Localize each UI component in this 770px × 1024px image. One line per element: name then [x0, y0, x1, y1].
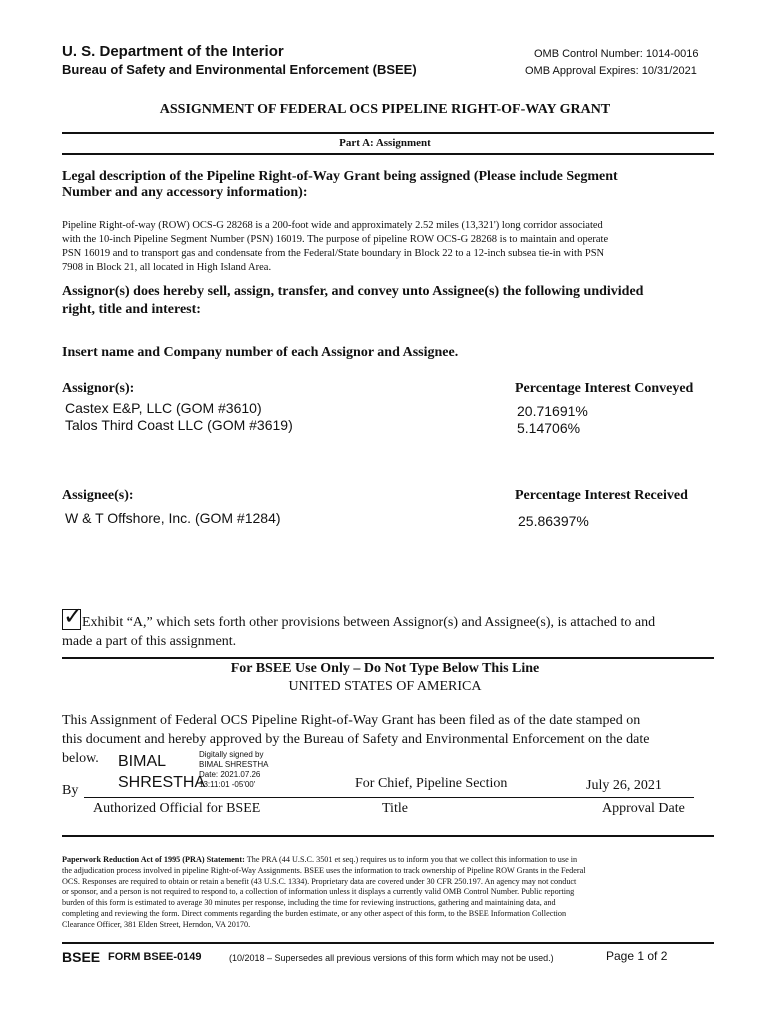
assignor-name[interactable]: Talos Third Coast LLC (GOM #3619): [65, 417, 293, 433]
by-label: By: [62, 783, 79, 798]
divider: [62, 153, 714, 155]
approval-date-label: Approval Date: [602, 801, 685, 816]
divider: [62, 132, 714, 134]
omb-control-number: OMB Control Number: 1014-0016: [534, 48, 699, 60]
pct-received-label: Percentage Interest Received: [515, 488, 688, 503]
assignor-percent[interactable]: 5.14706%: [517, 420, 581, 436]
assignor-percent[interactable]: 20.71691%: [517, 403, 588, 419]
assignor-name[interactable]: Castex E&P, LLC (GOM #3610): [65, 400, 262, 416]
exhibit-text: Exhibit “A,” which sets forth other provisions between Assignor(s) and Assignee(s), is attached to and: [82, 615, 656, 630]
convey-statement: Assignor(s) does hereby sell, assign, transfer, and convey unto Assignee(s) the following undivided right, title and interest:: [62, 284, 644, 317]
footer-bsee: BSEE: [62, 949, 101, 965]
agency-name: U. S. Department of the Interior: [62, 43, 284, 60]
authorized-official-label: Authorized Official for BSEE: [93, 801, 261, 816]
pct-conveyed-label: Percentage Interest Conveyed: [515, 381, 694, 396]
page-number: Page 1 of 2: [606, 949, 668, 963]
bsee-use-heading: For BSEE Use Only – Do Not Type Below This Line: [230, 661, 540, 676]
country-name: UNITED STATES OF AMERICA: [288, 679, 482, 694]
assignor-label: Assignor(s):: [62, 381, 135, 396]
form-title: ASSIGNMENT OF FEDERAL OCS PIPELINE RIGHT-OF-WAY GRANT: [159, 102, 611, 117]
assignee-percent[interactable]: 25.86397%: [518, 513, 589, 529]
bsee-use-text: This Assignment of Federal OCS Pipeline Right-of-Way Grant has been filed as of the date stamped on this document and hereby approved by the Bureau of Safety and Environmental Enforcement on the date below.: [62, 713, 650, 766]
approval-date: July 26, 2021: [586, 778, 662, 793]
footer-form-number: FORM BSEE-0149: [108, 951, 202, 963]
divider: [62, 835, 714, 837]
legal-description-text: Pipeline Right-of-way (ROW) OCS-G 28268 is a 200-foot wide and approximately 2.52 miles (13,321') long corridor associated with the 10-inch Pipeline Segment Number (PSN) 16019. The purpose of pipeline ROW OCS-G 28268 is to maintain and operate PSN 16019 and to transport gas and condensate from the Federal/State boundary in Block 22 to a 12-inch subsea tie-in with PSN 7908 in Block 21, all located in High Island Area.: [62, 220, 609, 273]
signature-name: BIMAL SHRESTHA: [118, 753, 206, 791]
digital-signature-stamp: Digitally signed by BIMAL SHRESTHA Date: 2021.07.26 13:11:01 -05'00': [199, 750, 269, 789]
divider: [62, 657, 714, 659]
bureau-name: Bureau of Safety and Environmental Enforcement (BSEE): [62, 62, 417, 77]
insert-instruction: Insert name and Company number of each Assignor and Assignee.: [62, 345, 459, 360]
signer-title: For Chief, Pipeline Section: [355, 776, 508, 791]
assignor-percent-list[interactable]: [517, 403, 588, 437]
assignee-label: Assignee(s):: [62, 488, 134, 503]
assignor-list[interactable]: [65, 400, 293, 434]
exhibit-text-cont: made a part of this assignment.: [62, 634, 237, 649]
omb-expiration: OMB Approval Expires: 10/31/2021: [525, 65, 697, 77]
checkmark-icon: ✓: [63, 602, 84, 630]
assignee-name[interactable]: W & T Offshore, Inc. (GOM #1284): [65, 510, 281, 526]
title-label: Title: [382, 801, 408, 816]
pra-statement: Paperwork Reduction Act of 1995 (PRA) Statement: The PRA (44 U.S.C. 3501 et seq.) requires us to inform you that we collect this information to use in the adjudication process involved in pipeline Right-of-Way Assignments. BSEE uses the information to track ownership of Pipeline ROW Grants in the Federal OCS. Responses are required to obtain or retain a benefit (43 U.S.C. 1334). Proprietary data are covered under 30 CFR 250.197. An agency may not conduct or sponsor, and a person is not required to respond to, a collection of information unless it displays a currently valid OMB Control Number. Public reporting burden of this form is estimated to average 30 minutes per response, including the time for reviewing instructions, gathering and maintaining data, and completing and reviewing the form. Direct comments regarding the burden estimate, or any other aspect of this form, to the BSEE Information Collection Clearance Officer, 381 Elden Street, Herndon, VA 20170.: [62, 855, 586, 929]
legal-description-heading: Legal description of the Pipeline Right-of-Way Grant being assigned (Please include Segment Number and any accessory information):: [62, 169, 618, 200]
signature-line: [84, 797, 694, 798]
exhibit-checkbox[interactable]: [62, 602, 84, 630]
part-a-label: Part A: Assignment: [339, 137, 431, 149]
footer-supersedes: (10/2018 – Supersedes all previous versions of this form which may not be used.): [229, 953, 554, 963]
divider: [62, 942, 714, 944]
